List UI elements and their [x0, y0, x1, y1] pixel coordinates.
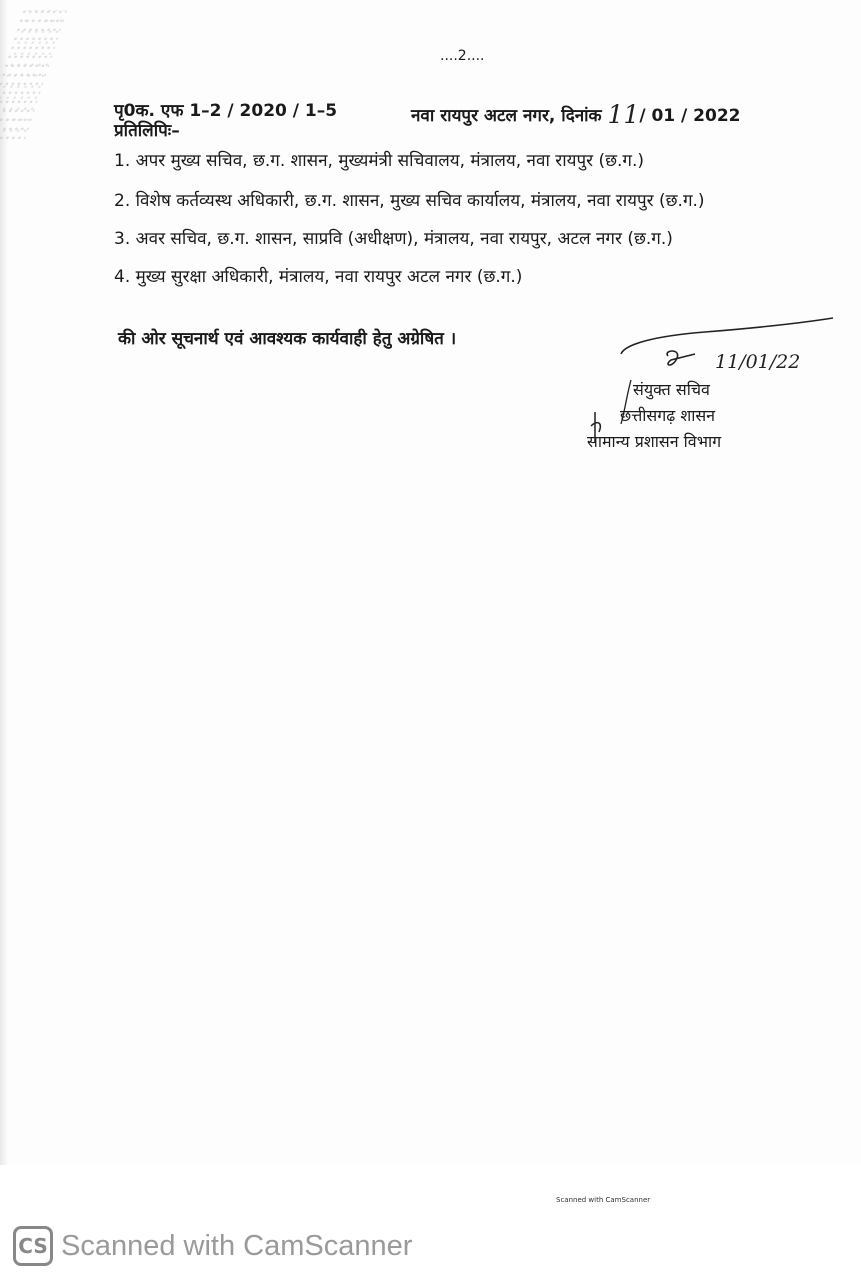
forwarding-text: की ओर सूचनार्थ एवं आवश्यक कार्यवाही हेतु अग्रेषित । [118, 329, 457, 349]
date-rest: / 01 / 2022 [639, 106, 741, 126]
copy-to-label: प्रतिलिपिः– [114, 121, 180, 141]
signatory-designation: संयुक्त सचिव [633, 380, 710, 399]
reference-number: पृ0क. एफ 1–2 / 2020 / 1–5 [114, 101, 338, 121]
handwritten-signature-date: 11/01/22 [715, 351, 801, 373]
place-label: नवा रायपुर अटल नगर, दिनांक [411, 106, 608, 126]
list-item: 2. विशेष कर्तव्यस्थ अधिकारी, छ.ग. शासन, मुख्य सचिव कार्यालय, मंत्रालय, नवा रायपुर (छ.ग.) [114, 191, 705, 211]
camscanner-logo-icon: CS [13, 1226, 53, 1266]
reference-line [114, 96, 824, 129]
scan-speckle [0, 10, 67, 140]
signatory-department: सामान्य प्रशासन विभाग [587, 432, 722, 451]
handwritten-date-day: 11 [607, 100, 640, 129]
place-and-date [411, 98, 741, 127]
list-item: 3. अवर सचिव, छ.ग. शासन, साप्रवि (अधीक्षण), मंत्रालय, नवा रायपुर, अटल नगर (छ.ग.) [114, 229, 673, 249]
scan-note: Scanned with CamScanner [556, 1196, 651, 1204]
camscanner-watermark [13, 1224, 412, 1268]
signatory-government: छत्तीसगढ़ शासन [620, 406, 716, 425]
page-number: ....2.... [440, 48, 485, 64]
list-item: 1. अपर मुख्य सचिव, छ.ग. शासन, मुख्यमंत्री सचिवालय, मंत्रालय, नवा रायपुर (छ.ग.) [114, 151, 645, 171]
watermark-text: Scanned with CamScanner [61, 1229, 413, 1262]
scan-edge-shadow [0, 0, 8, 1165]
list-item: 4. मुख्य सुरक्षा अधिकारी, मंत्रालय, नवा रायपुर अटल नगर (छ.ग.) [114, 267, 523, 287]
